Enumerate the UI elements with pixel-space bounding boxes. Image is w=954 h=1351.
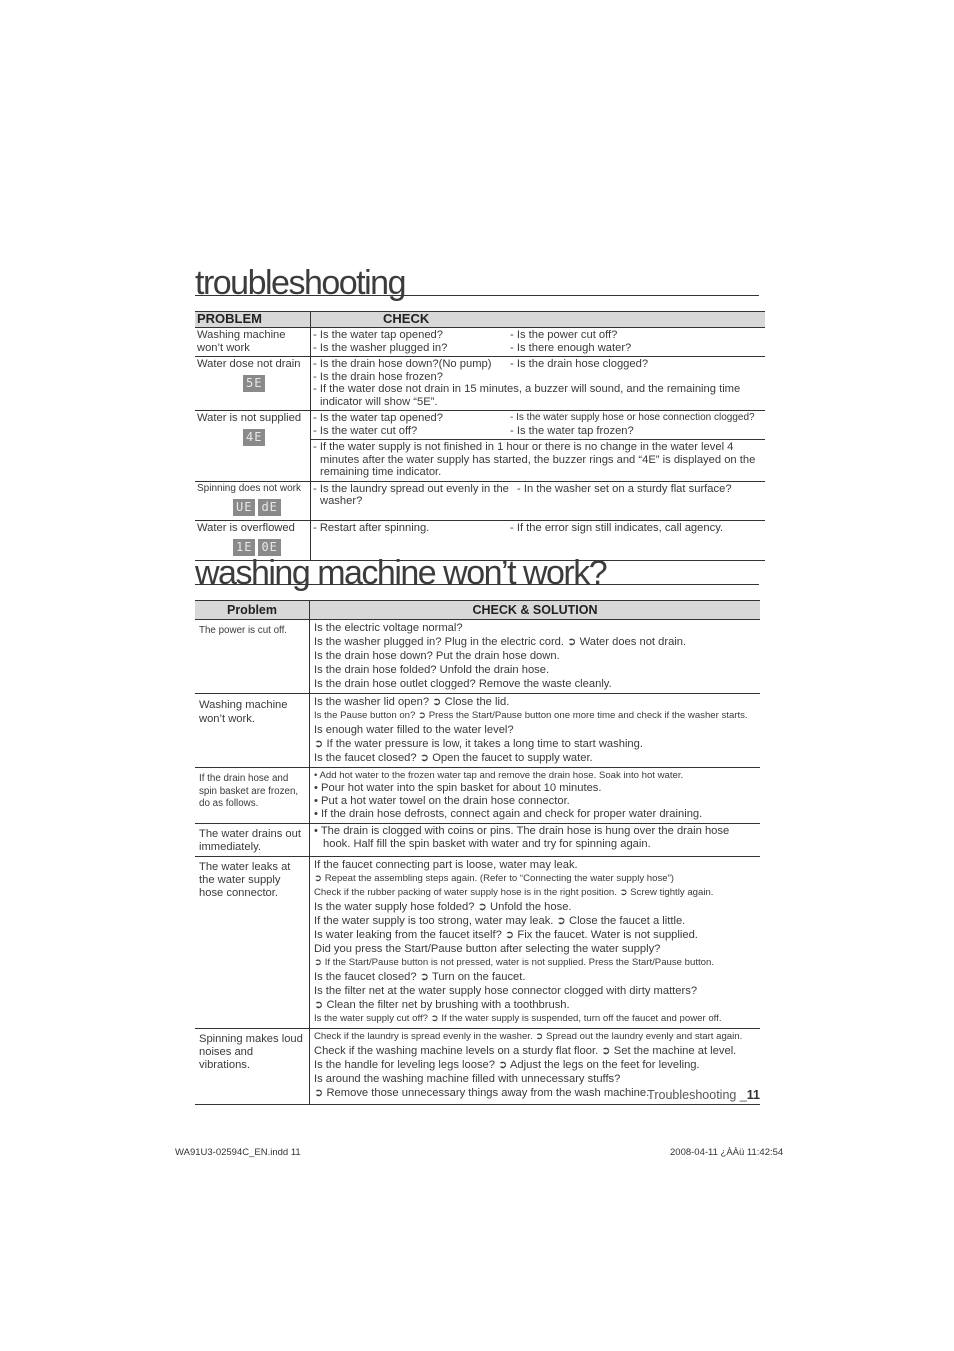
table-row: [195, 357, 765, 411]
solution-line: Is water leaking from the faucet itself? ➲ Fix the faucet. Water is not supplied.: [314, 929, 698, 941]
section-title-troubleshooting: troubleshooting: [195, 266, 759, 296]
table-row: [195, 857, 760, 1029]
footer-section: Troubleshooting _: [647, 1088, 747, 1102]
solution-line: Did you press the Start/Pause button after selecting the water supply?: [314, 943, 661, 955]
table-row: [195, 620, 760, 694]
check-item: - Is the water tap frozen?: [510, 424, 634, 437]
solution-line: Is the electric voltage normal?: [314, 622, 463, 634]
check-item: - Is the water tap opened?: [313, 329, 443, 341]
check-item: - Is there enough water?: [510, 341, 632, 354]
solution-line: Is the drain hose down? Put the drain hose down.: [314, 650, 560, 662]
solution-line: • If the drain hose defrosts, connect again and check for proper water draining.: [314, 808, 703, 820]
troubleshooting-table: [195, 311, 765, 561]
solution-line: Is the handle for leveling legs loose? ➲ Adjust the legs on the feet for leveling.: [314, 1059, 700, 1071]
check-item: - Is the laundry spread out evenly in the washer?: [313, 482, 509, 507]
problem-cell: The water leaks at the water supply hose connector.: [195, 857, 310, 1029]
check-item: - Is the washer plugged in?: [313, 341, 448, 354]
solution-line: Is the faucet closed? ➲ Open the faucet to supply water.: [314, 752, 593, 764]
error-code-display: UE: [233, 499, 255, 516]
table-row: [195, 694, 760, 768]
error-code-display: dE: [258, 499, 280, 516]
check-item: - Is the water supply hose or hose connection clogged?: [510, 412, 755, 423]
solution-line: Check if the washing machine levels on a sturdy flat floor. ➲ Set the machine at level.: [314, 1045, 737, 1057]
table-header: [195, 601, 760, 620]
problem-label: Water is overflowed: [197, 522, 295, 534]
problem-cell: Spinning makes loud noises and vibrations.: [195, 1029, 310, 1105]
solution-line: ➲ Remove those unnecessary things away from the wash machine.: [314, 1087, 650, 1099]
solution-line: Is the water supply cut off? ➲ If the water supply is suspended, turn off the faucet and power off.: [314, 1013, 722, 1024]
problem-cell: [195, 411, 311, 482]
solution-line: Is enough water filled to the water level?: [314, 724, 514, 736]
print-file-name: WA91U3-02594C_EN.indd 11: [175, 1147, 301, 1158]
problem-cell: Washing machine won’t work.: [195, 694, 310, 768]
problem-label: Spinning does not work: [197, 482, 301, 494]
solution-cell: [310, 857, 761, 1029]
solution-line: Is the faucet closed? ➲ Turn on the faucet.: [314, 971, 526, 983]
problem-cell: The power is cut off.: [195, 620, 310, 694]
table-header: [195, 312, 765, 328]
solution-line: If the water supply is too strong, water may leak. ➲ Close the faucet a little.: [314, 915, 686, 927]
solution-line: Is the water supply hose folded? ➲ Unfold the hose.: [314, 901, 572, 913]
solution-line: Check if the laundry is spread evenly in the washer. ➲ Spread out the laundry evenly and start again.: [314, 1031, 743, 1042]
solution-line: • Pour hot water into the spin basket for about 10 minutes.: [314, 782, 602, 794]
check-cell: [311, 411, 766, 440]
table-row: [195, 824, 760, 857]
problem-cell: Washing machine won’t work: [195, 328, 311, 357]
table-row: [195, 411, 765, 440]
section-title-wont-work: washing machine won’t work?: [195, 556, 759, 585]
table-row: [195, 768, 760, 824]
check-item: - In the washer set on a sturdy flat surface?: [517, 482, 732, 495]
print-date: 2008-04-11 ¿ÀÀü 11:42:54: [670, 1147, 784, 1158]
check-item: - Is the water tap opened?: [313, 412, 443, 424]
page-footer: [600, 1088, 760, 1102]
header-check: CHECK: [311, 312, 766, 328]
check-item: - Is the drain hose down?(No pump): [313, 358, 492, 370]
solution-line: Is the drain hose folded? Unfold the drain hose.: [314, 664, 550, 676]
header-problem: Problem: [195, 601, 310, 620]
solution-cell: [310, 620, 761, 694]
table-row: [195, 481, 765, 521]
solution-table: [195, 600, 760, 1105]
check-cell: [311, 328, 766, 357]
check-item: - Is the power cut off?: [510, 329, 618, 341]
problem-cell: [195, 357, 311, 411]
problem-label: Water is not supplied: [197, 412, 302, 424]
check-item: - If the error sign still indicates, call agency.: [510, 522, 724, 534]
check-item: - If the water supply is not finished in 1 hour or there is no change in the water level 4 minutes after the water supply has started, the buzzer rings and “4E” is displayed on the remaining time indicator.: [313, 441, 756, 478]
solution-cell: [310, 824, 761, 857]
solution-line: Check if the rubber packing of water supply hose is in the right position. ➲ Screw tightly again.: [314, 887, 714, 898]
page-number: 11: [746, 1088, 760, 1102]
check-cell: [311, 357, 766, 411]
solution-line: • Put a hot water towel on the drain hose connector.: [314, 795, 570, 807]
solution-line: Is the filter net at the water supply hose connector clogged with dirty matters?: [314, 985, 698, 997]
check-item: - Is the drain hose clogged?: [510, 358, 649, 370]
solution-line: • Add hot water to the frozen water tap and remove the drain hose. Soak into hot water.: [314, 770, 684, 781]
check-item: - If the water dose not drain in 15 minutes, a buzzer will sound, and the remaining time indicator will show “5E”.: [313, 383, 741, 408]
solution-line: ➲ Clean the filter net by brushing with a toothbrush.: [314, 999, 570, 1011]
solution-line: • The drain is clogged with coins or pins. The drain hose is hung over the drain hose hook. Half fill the spin basket with water and try for spinning again.: [314, 825, 730, 850]
solution-line: If the faucet connecting part is loose, water may leak.: [314, 859, 578, 871]
solution-line: ➲ If the Start/Pause button is not pressed, water is not supplied. Press the Start/Pause button.: [314, 957, 715, 968]
solution-line: ➲ If the water pressure is low, it takes a long time to start washing.: [314, 738, 643, 750]
check-cell: [311, 440, 766, 482]
solution-cell: [310, 694, 761, 768]
problem-cell: [195, 481, 311, 521]
error-code-display: 1E: [233, 539, 255, 556]
solution-line: Is around the washing machine filled with unnecessary stuffs?: [314, 1073, 621, 1085]
solution-line: ➲ Repeat the assembling steps again. (Refer to “Connecting the water supply hose”): [314, 873, 674, 884]
solution-line: Is the washer plugged in? Plug in the electric cord. ➲ Water does not drain.: [314, 636, 687, 648]
error-code-display: 4E: [243, 429, 265, 446]
header-check-solution: CHECK & SOLUTION: [310, 601, 761, 620]
error-code-display: 5E: [243, 375, 265, 392]
error-code-display: 0E: [258, 539, 280, 556]
table-row: [195, 328, 765, 357]
problem-cell: The water drains out immediately.: [195, 824, 310, 857]
check-item: - Restart after spinning.: [313, 522, 430, 534]
check-cell: [311, 481, 766, 521]
solution-line: Is the Pause button on? ➲ Press the Start/Pause button one more time and check if the washer starts.: [314, 710, 748, 721]
solution-line: Is the washer lid open? ➲ Close the lid.: [314, 696, 510, 708]
problem-label: Water dose not drain: [197, 358, 301, 370]
check-item: - Is the water cut off?: [313, 424, 418, 437]
solution-cell: [310, 768, 761, 824]
check-item: - Is the drain hose frozen?: [313, 370, 443, 383]
header-problem: PROBLEM: [195, 312, 311, 328]
solution-line: Is the drain hose outlet clogged? Remove the waste cleanly.: [314, 678, 612, 690]
problem-cell: If the drain hose and spin basket are frozen, do as follows.: [195, 768, 310, 824]
